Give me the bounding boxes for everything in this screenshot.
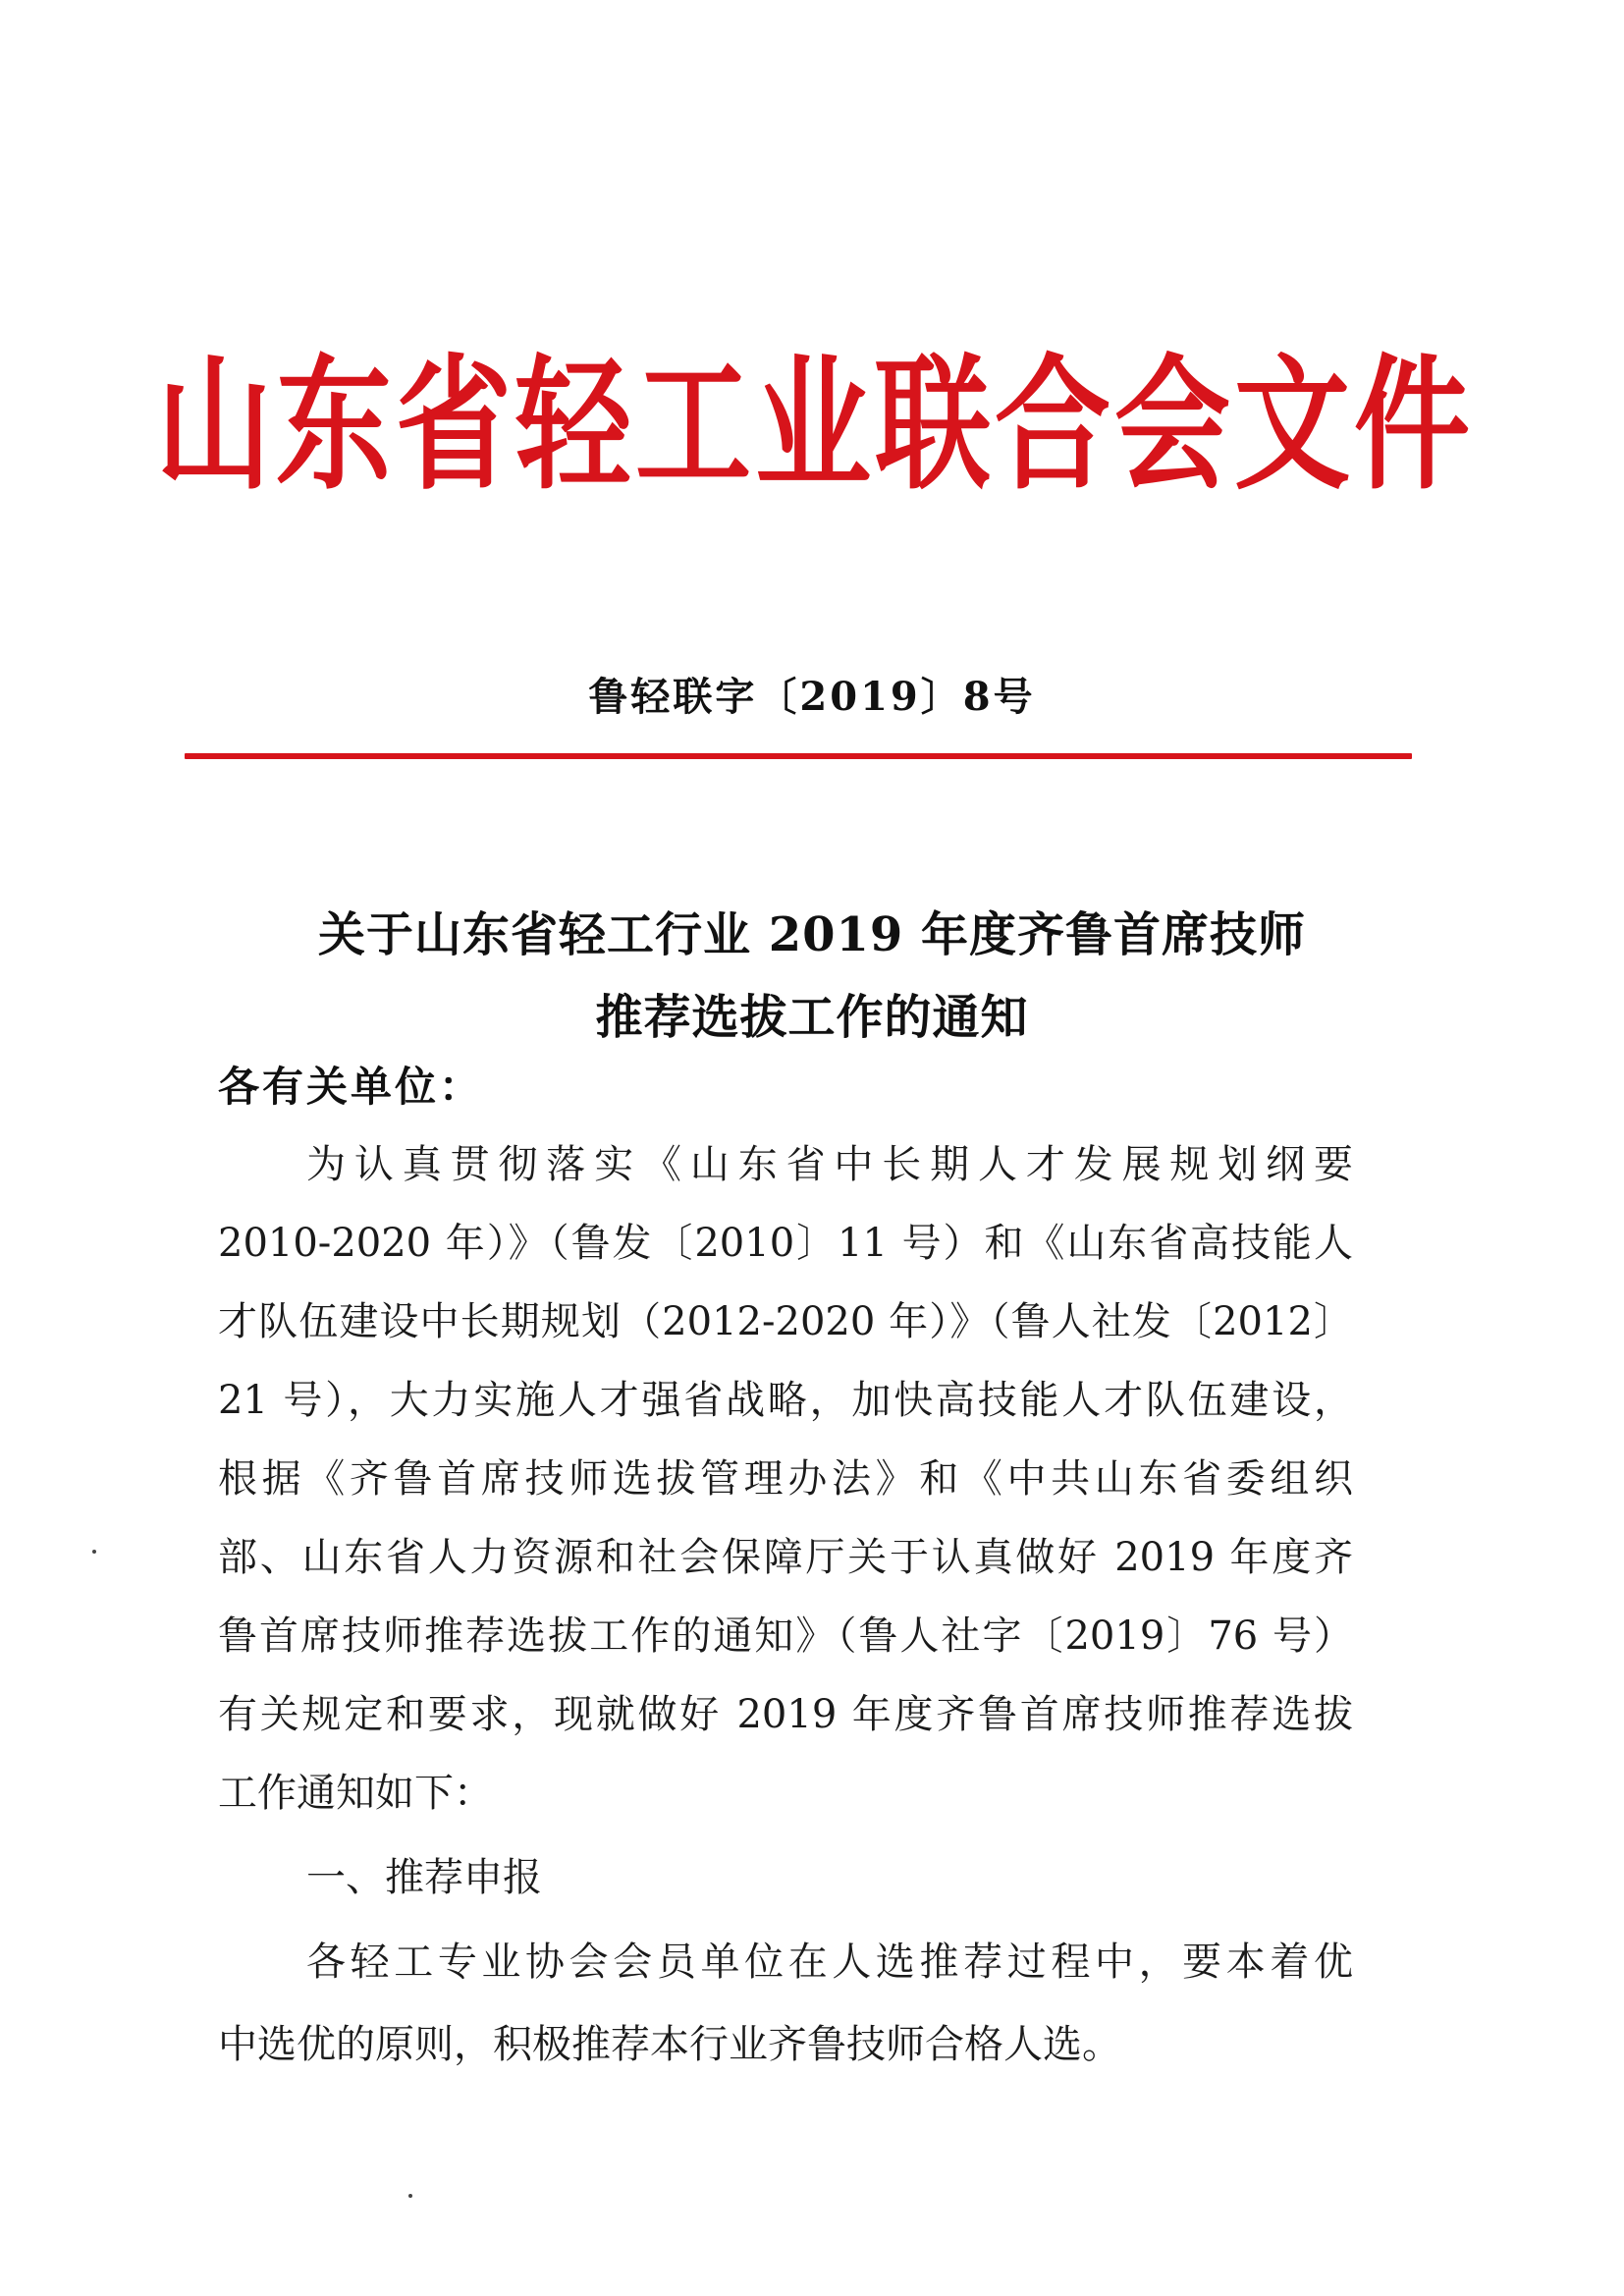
notice-title-line-2: 推荐选拔工作的通知 bbox=[595, 990, 1029, 1045]
body-line-5: 根据《齐鲁首席技师选拔管理办法》和《中共山东省委组织 bbox=[218, 1456, 1353, 1502]
red-divider-rule bbox=[185, 753, 1412, 759]
notice-title-line-1: 关于山东省轻工行业 2019 年度齐鲁首席技师 bbox=[317, 907, 1307, 962]
body-line-4: 21 号），大力实施人才强省战略，加快高技能人才队伍建设， bbox=[218, 1378, 1353, 1423]
body-line-7: 鲁首席技师推荐选拔工作的通知》（鲁人社字〔2019〕76 号） bbox=[218, 1613, 1353, 1659]
scan-speck bbox=[92, 1550, 96, 1554]
salutation: 各有关单位： bbox=[218, 1063, 484, 1111]
issuer-header-title: 山东省轻工业联合会文件 bbox=[156, 340, 1475, 510]
body-line-6: 部、山东省人力资源和社会保障厅关于认真做好 2019 年度齐 bbox=[218, 1535, 1353, 1580]
body-line-3: 才队伍建设中长期规划（2012-2020 年）》（鲁人社发〔2012〕 bbox=[218, 1299, 1353, 1344]
document-number: 鲁轻联字〔2019〕8号 bbox=[588, 674, 1036, 720]
body-line-2: 2010-2020 年）》（鲁发〔2010〕11 号）和《山东省高技能人 bbox=[218, 1221, 1353, 1266]
body-line-1: 为认真贯彻落实《山东省中长期人才发展规划纲要 bbox=[306, 1142, 1353, 1187]
section1-line-1: 各轻工专业协会会员单位在人选推荐过程中，要本着优 bbox=[306, 1940, 1353, 1985]
scan-speck bbox=[408, 2194, 412, 2198]
notice-title bbox=[0, 894, 1624, 1059]
section1-line-2: 中选优的原则，积极推荐本行业齐鲁技师合格人选。 bbox=[218, 2022, 1121, 2067]
section-heading-recommend: 一、推荐申报 bbox=[306, 1855, 542, 1900]
body-line-9: 工作通知如下： bbox=[218, 1771, 493, 1816]
body-line-8: 有关规定和要求，现就做好 2019 年度齐鲁首席技师推荐选拔 bbox=[218, 1692, 1353, 1737]
